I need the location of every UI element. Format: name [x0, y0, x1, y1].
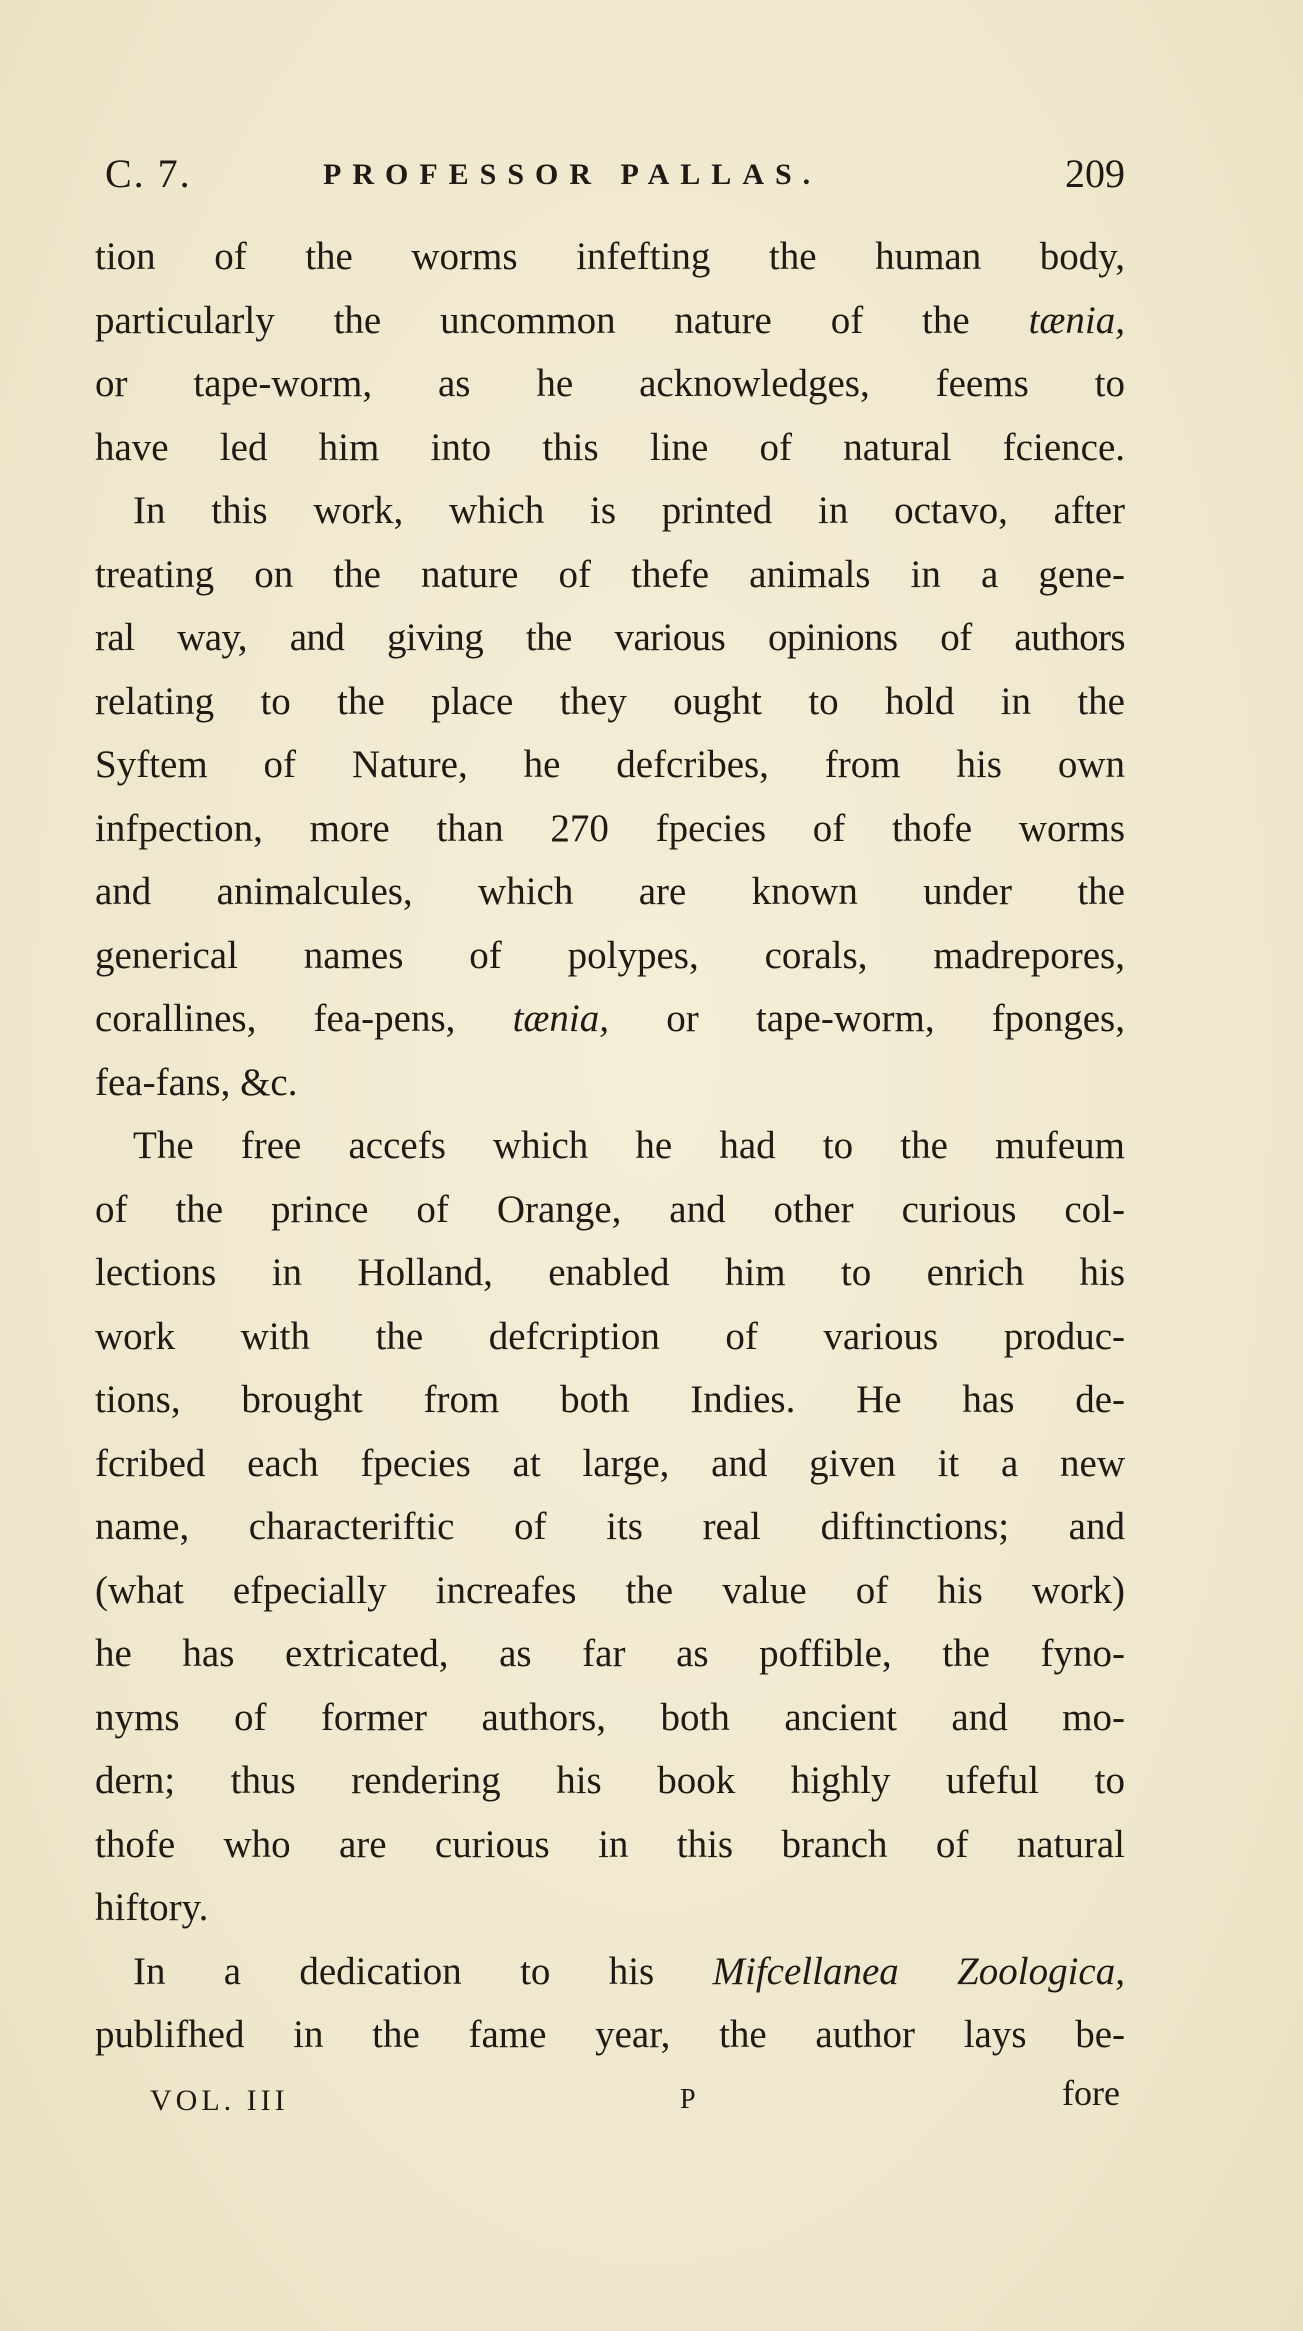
signature-letter: P [680, 2084, 696, 2115]
text-line [95, 2003, 1125, 2067]
italic-text: tænia, [512, 997, 610, 1040]
text-run: In a dedication to his [133, 1949, 713, 1993]
text-line [95, 1940, 1125, 2004]
italic-text: Mifcellanea Zoologica, [712, 1949, 1125, 1993]
text-run: dern; thus rendering his book highly ufeful to [95, 1759, 1125, 1802]
text-line [95, 1051, 1125, 1115]
text-run: infpection, more than 270 fpecies of thofe worms [95, 806, 1125, 850]
chapter-ref: C. 7. [105, 151, 192, 196]
text-line [95, 860, 1125, 924]
catchword: fore [1062, 2073, 1120, 2113]
text-run: corallines, fea-pens, [95, 997, 513, 1040]
running-title: PROFESSOR PALLAS. [323, 158, 822, 191]
text-line [95, 924, 1125, 988]
text-line [95, 1876, 1125, 1940]
text-line [95, 1432, 1125, 1496]
text-run: thofe who are curious in this branch of natural [95, 1822, 1125, 1866]
text-run: In this work, which is printed in octavo, after [133, 489, 1125, 532]
text-line [95, 352, 1125, 416]
text-line [95, 733, 1125, 797]
text-line [95, 1241, 1125, 1305]
text-run: hiftory. [95, 1886, 209, 1929]
text-run: nyms of former authors, both ancient and mo- [95, 1695, 1125, 1739]
text-run: or tape-worm, fponges, [609, 997, 1125, 1040]
text-run: he has extricated, as far as poffible, the fyno- [95, 1632, 1125, 1675]
text-run: and animalcules, which are known under the [95, 870, 1125, 913]
text-run: fcribed each fpecies at large, and given it a new [95, 1441, 1125, 1485]
text-line [95, 479, 1125, 543]
text-run: of the prince of Orange, and other curious col- [95, 1187, 1125, 1231]
text-run: ral way, and giving the various opinions of authors [95, 616, 1125, 659]
text-run: generical names of polypes, corals, madrepores, [95, 933, 1125, 977]
text-line [95, 225, 1125, 289]
text-run: fea-fans, &c. [95, 1060, 298, 1104]
text-line [95, 606, 1125, 670]
text-line [95, 670, 1125, 734]
text-line [95, 987, 1125, 1051]
text-line [95, 1813, 1125, 1877]
text-line [95, 1559, 1125, 1623]
text-run: or tape-worm, as he acknowledges, feems to [95, 362, 1125, 405]
text-line [95, 1749, 1125, 1813]
text-run: The free accefs which he had to the mufeum [133, 1124, 1125, 1167]
italic-text: tænia, [1028, 298, 1125, 342]
text-line [95, 543, 1125, 607]
text-run: particularly the uncommon nature of the [95, 298, 1029, 342]
page-footer [150, 2073, 1120, 2130]
text-line [95, 1368, 1125, 1432]
text-line [95, 1178, 1125, 1242]
page-number: 209 [1065, 151, 1125, 196]
text-run: lections in Holland, enabled him to enrich his [95, 1251, 1125, 1294]
text-run: Syftem of Nature, he defcribes, from his own [95, 743, 1125, 786]
text-line [95, 1495, 1125, 1559]
text-run: publifhed in the fame year, the author lays be- [95, 2013, 1125, 2056]
text-run: tions, brought from both Indies. He has de- [95, 1378, 1125, 1421]
text-line [95, 1305, 1125, 1369]
text-line [95, 797, 1125, 861]
volume-signature: VOL. III [150, 2084, 289, 2117]
text-run: name, characteriftic of its real diftinctions; and [95, 1505, 1125, 1548]
text-run: (what efpecially increafes the value of his work) [95, 1568, 1125, 1612]
text-line [95, 289, 1125, 353]
text-run: have led him into this line of natural fcience. [95, 425, 1125, 469]
text-line [95, 1686, 1125, 1750]
running-head [105, 150, 1125, 200]
text-line [95, 416, 1125, 480]
text-line [95, 1622, 1125, 1686]
text-run: work with the defcription of various produc- [95, 1314, 1125, 1358]
text-run: relating to the place they ought to hold in the [95, 679, 1125, 723]
text-run: tion of the worms infefting the human body, [95, 235, 1125, 278]
body-text [95, 225, 1125, 2067]
text-line [95, 1114, 1125, 1178]
text-run: treating on the nature of thefe animals in a gene- [95, 552, 1125, 596]
